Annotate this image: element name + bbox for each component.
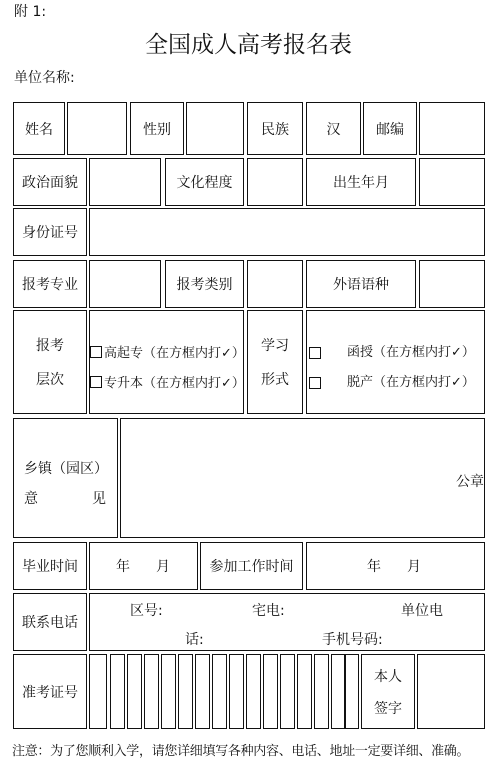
category-label: 报考类别 xyxy=(165,260,244,308)
checkmark-icon: ✓） xyxy=(451,375,475,390)
level-label-line1: 报考 xyxy=(36,338,64,354)
official-seal-label: 公章 xyxy=(456,474,484,490)
id-field[interactable] xyxy=(89,208,485,256)
exam-digit-box[interactable] xyxy=(161,654,176,729)
work-year-label: 年 xyxy=(367,559,381,575)
major-label: 报考专业 xyxy=(13,260,87,308)
ethnicity-label: 民族 xyxy=(247,102,303,155)
town-opinion-field[interactable] xyxy=(120,418,485,538)
work-month-label: 月 xyxy=(407,559,421,575)
checkmark-icon: ✓） xyxy=(451,345,475,360)
office-phone-label: 单位电 xyxy=(401,603,443,619)
political-field[interactable] xyxy=(89,158,161,206)
id-label: 身份证号 xyxy=(13,208,87,256)
signature-field[interactable] xyxy=(417,654,485,729)
graduation-month-label: 月 xyxy=(156,559,170,575)
political-label: 政治面貌 xyxy=(13,158,87,206)
study-mode-label xyxy=(247,310,303,414)
language-field[interactable] xyxy=(419,260,485,308)
checkbox-zhuanshengben[interactable] xyxy=(90,376,102,388)
education-field[interactable] xyxy=(247,158,303,206)
option-tuochan-label: 脱产（在方框内打 xyxy=(347,375,452,390)
signature-label-line1: 本人 xyxy=(374,668,402,685)
exam-digit-box[interactable] xyxy=(344,654,359,729)
exam-digit-box[interactable] xyxy=(280,654,295,729)
option-tuochan[interactable] xyxy=(347,376,475,389)
postcode-label: 邮编 xyxy=(363,102,417,155)
footer-note: 注意：为了您顺利入学，请您详细填写各种内容、电话、地址一定要详细、准确。 xyxy=(12,744,470,759)
work-start-field[interactable] xyxy=(306,542,485,590)
town-opinion-yi: 意 xyxy=(24,491,38,507)
education-label: 文化程度 xyxy=(165,158,244,206)
graduation-year-label: 年 xyxy=(116,559,130,575)
signature-label-line2: 签字 xyxy=(374,700,402,717)
name-label: 姓名 xyxy=(13,102,65,155)
option-hanshou-label: 函授（在方框内打 xyxy=(347,345,452,360)
option-zhuanshengben[interactable] xyxy=(90,376,245,390)
category-field[interactable] xyxy=(247,260,303,308)
town-opinion-jian: 见 xyxy=(92,491,106,507)
level-options xyxy=(89,310,244,414)
study-mode-options xyxy=(306,310,485,414)
option-gaoqizhuan-label: 高起专（在方框内打 xyxy=(104,346,222,361)
checkmark-icon: ✓） xyxy=(221,376,245,391)
name-field[interactable] xyxy=(67,102,127,155)
exam-number-label: 准考证号 xyxy=(13,654,87,729)
checkbox-tuochan[interactable] xyxy=(309,377,321,389)
gender-field[interactable] xyxy=(186,102,244,155)
contact-phone-label: 联系电话 xyxy=(13,593,87,651)
option-hanshou[interactable] xyxy=(347,346,475,359)
home-phone-label: 宅电: xyxy=(252,603,285,619)
form-title: 全国成人高考报名表 xyxy=(145,32,352,58)
contact-phone-field[interactable] xyxy=(89,593,485,651)
checkbox-gaoqizhuan[interactable] xyxy=(90,346,102,358)
exam-digit-box[interactable] xyxy=(89,654,107,729)
study-mode-line1: 学习 xyxy=(261,338,289,354)
option-zhuanshengben-label: 专升本（在方框内打 xyxy=(104,376,222,391)
town-opinion-line1: 乡镇（园区） xyxy=(24,461,108,477)
exam-digit-box[interactable] xyxy=(314,654,329,729)
checkbox-hanshou[interactable] xyxy=(309,347,321,359)
exam-digit-box[interactable] xyxy=(144,654,159,729)
mobile-label: 手机号码: xyxy=(322,632,383,648)
option-gaoqizhuan[interactable] xyxy=(90,346,245,360)
office-phone-label-cont: 话: xyxy=(185,632,204,648)
language-label: 外语语种 xyxy=(306,260,416,308)
town-opinion-label xyxy=(13,418,118,538)
gender-label: 性别 xyxy=(130,102,184,155)
exam-digit-box[interactable] xyxy=(212,654,227,729)
area-code-label: 区号: xyxy=(130,603,163,619)
exam-digit-box[interactable] xyxy=(110,654,125,729)
postcode-field[interactable] xyxy=(419,102,485,155)
level-label xyxy=(13,310,87,414)
study-mode-line2: 形式 xyxy=(261,372,289,388)
exam-digit-box[interactable] xyxy=(263,654,278,729)
graduation-field[interactable] xyxy=(89,542,198,590)
ethnicity-value[interactable]: 汉 xyxy=(306,102,361,155)
birth-field[interactable] xyxy=(419,158,485,206)
exam-digit-box[interactable] xyxy=(195,654,210,729)
level-label-line2: 层次 xyxy=(36,372,64,388)
checkmark-icon: ✓） xyxy=(221,346,245,361)
major-field[interactable] xyxy=(89,260,161,308)
work-start-label: 参加工作时间 xyxy=(200,542,303,590)
birth-label: 出生年月 xyxy=(306,158,416,206)
graduation-label: 毕业时间 xyxy=(13,542,87,590)
exam-digit-box[interactable] xyxy=(229,654,244,729)
exam-digit-box[interactable] xyxy=(127,654,142,729)
exam-digit-box[interactable] xyxy=(246,654,261,729)
signature-label xyxy=(361,654,415,729)
attachment-label: 附 1: xyxy=(14,4,47,20)
exam-digit-box[interactable] xyxy=(297,654,312,729)
unit-name-label: 单位名称: xyxy=(14,70,75,86)
exam-digit-box[interactable] xyxy=(178,654,193,729)
